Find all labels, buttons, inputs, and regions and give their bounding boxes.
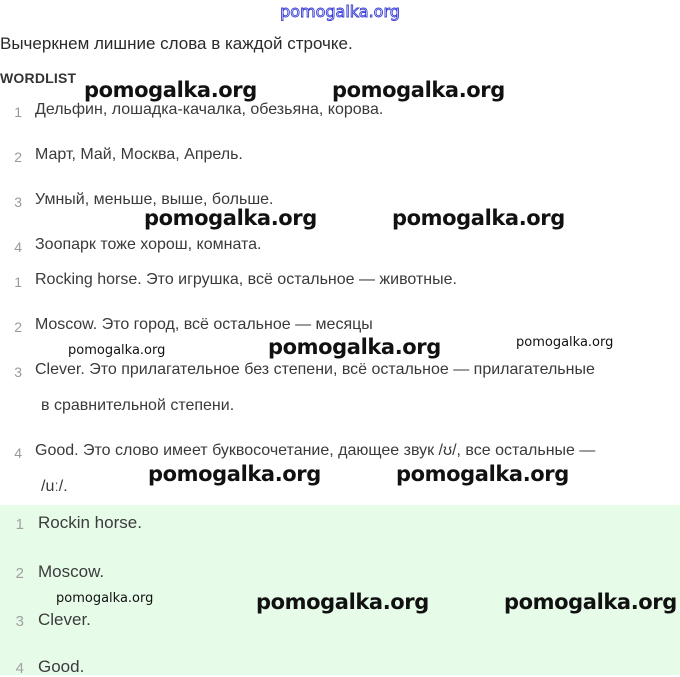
- watermark: pomogalka.org: [396, 462, 569, 486]
- answer-text: Clever.: [38, 610, 91, 629]
- list-item-number: 1: [14, 274, 22, 290]
- list-item-text: Март, Май, Москва, Апрель.: [35, 146, 243, 163]
- intro-text: Вычеркнем лишние слова в каждой строчке.: [0, 34, 353, 53]
- answer-text: Moscow.: [38, 562, 105, 581]
- watermark: pomogalka.org: [68, 343, 166, 358]
- watermark: pomogalka.org: [144, 206, 317, 230]
- watermark: pomogalka.org: [332, 78, 505, 102]
- list-item-number: 4: [14, 445, 22, 461]
- list-item-text: Дельфин, лошадка-качалка, обезьяна, корова.: [35, 101, 384, 118]
- list-item-text-continuation: в сравнительной степени.: [41, 397, 235, 414]
- list-item-text: Умный, меньше, выше, больше.: [35, 191, 274, 208]
- list-item-text: Зоопарк тоже хорош, комната.: [35, 236, 262, 253]
- watermark: pomogalka.org: [256, 590, 429, 614]
- list-item-text: Rocking horse. Это игрушка, всё остальное — животные.: [35, 271, 457, 288]
- answer-number: 4: [15, 660, 24, 677]
- list-item-text-continuation: /uː/.: [41, 478, 68, 495]
- list-item-number: 3: [14, 364, 22, 380]
- watermark: pomogalka.org: [504, 590, 677, 614]
- list-item-text: Moscow. Это город, всё остальное — месяцы: [35, 316, 373, 333]
- answer-number: 3: [15, 613, 24, 630]
- watermark: pomogalka.org: [268, 335, 441, 359]
- list-item-number: 4: [14, 239, 22, 255]
- watermark: pomogalka.org: [516, 335, 614, 350]
- watermark: pomogalka.org: [56, 591, 154, 606]
- list-item-number: 3: [14, 194, 22, 210]
- watermark: pomogalka.org: [84, 78, 257, 102]
- list-item-text: Good. Это слово имеет буквосочетание, дающее звук /ʊ/, все остальные —: [35, 442, 596, 459]
- list-item-number: 2: [14, 149, 22, 165]
- list-item-number: 1: [14, 104, 22, 120]
- watermark: pomogalka.org: [148, 462, 321, 486]
- answer-text: Good.: [38, 657, 85, 676]
- answer-number: 2: [15, 565, 24, 582]
- header-watermark: pomogalka.org: [280, 2, 400, 21]
- watermark: pomogalka.org: [392, 206, 565, 230]
- list-item-text: Clever. Это прилагательное без степени, всё остальное — прилагательные: [35, 361, 595, 378]
- wordlist-title: WORDLIST: [0, 70, 77, 86]
- answer-text: Rockin horse.: [38, 513, 142, 532]
- list-item-number: 2: [14, 319, 22, 335]
- answer-number: 1: [15, 516, 24, 533]
